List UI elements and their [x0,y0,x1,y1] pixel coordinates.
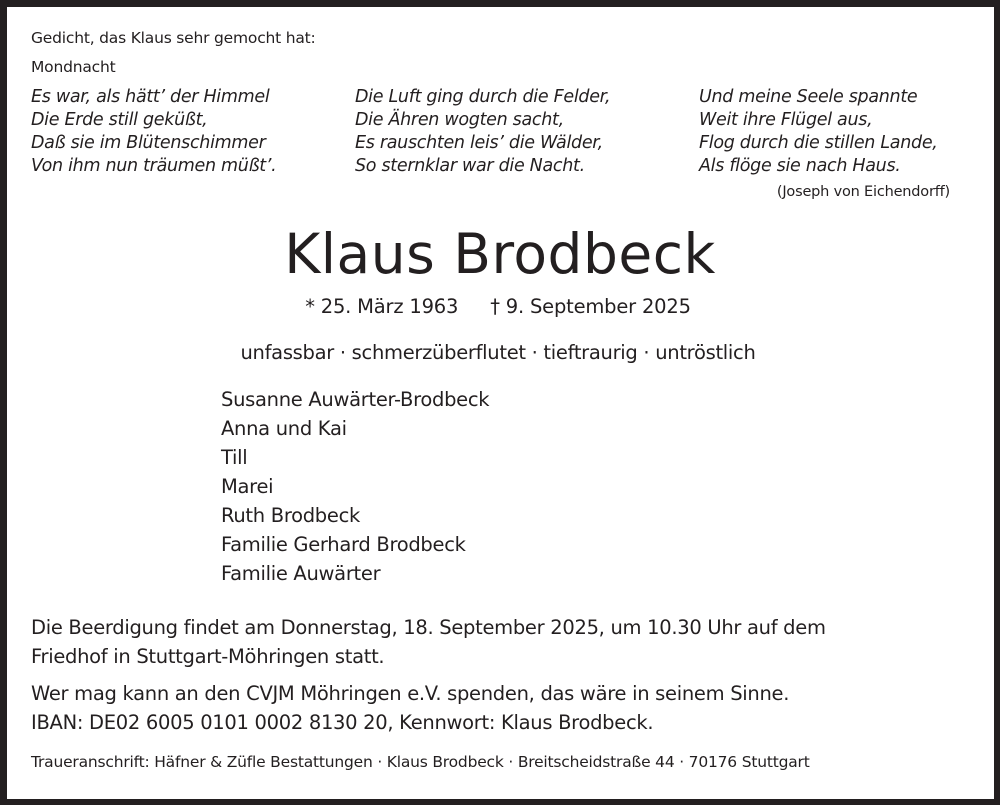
poem-line: Als flöge sie nach Haus. [699,156,901,176]
funeral-notice [31,613,826,671]
poem-line: Die Ähren wogten sacht, [355,110,564,130]
birth-date: * 25. März 1963 [305,295,459,318]
donation-notice [31,679,789,737]
donation-line: Wer mag kann an den CVJM Möhringen e.V. spenden, das wäre in seinem Sinne. [31,682,790,705]
poem-stanza-3 [699,86,938,178]
donation-line: IBAN: DE02 6005 0101 0002 8130 20, Kennwort: Klaus Brodbeck. [31,711,654,734]
funeral-line: Die Beerdigung findet am Donnerstag, 18. September 2025, um 10.30 Uhr auf dem [31,616,826,639]
mourning-address: Traueranschrift: Häfner & Züfle Bestattungen · Klaus Brodbeck · Breitscheidstraße 44 · 70176 Stuttgart [31,753,810,771]
poem-line: So sternklar war die Nacht. [355,156,585,176]
poem-line: Die Erde still geküßt, [31,110,208,130]
poem-line: Von ihm nun träumen müßt’. [31,156,277,176]
poem-line: Es war, als hätt’ der Himmel [31,87,270,107]
poem-line: Daß sie im Blütenschimmer [31,133,266,153]
mourner-item: Susanne Auwärter-Brodbeck [221,388,490,411]
mourner-item: Familie Gerhard Brodbeck [221,533,466,556]
funeral-line: Friedhof in Stuttgart-Möhringen statt. [31,645,385,668]
mourner-item: Marei [221,475,274,498]
mourners-list [221,385,489,588]
dedication-text: Gedicht, das Klaus sehr gemocht hat: [31,29,316,47]
death-date: † 9. September 2025 [490,295,691,318]
poem-stanza-2 [355,86,610,178]
mourner-item: Ruth Brodbeck [221,504,360,527]
poem-line: Die Luft ging durch die Felder, [355,87,611,107]
poem-line: Es rauschten leis’ die Wälder, [355,133,603,153]
poem-line: Flog durch die stillen Lande, [699,133,938,153]
poem-author: (Joseph von Eichendorff) [776,184,950,200]
mourner-item: Familie Auwärter [221,562,381,585]
deceased-name: Klaus Brodbeck [284,222,716,286]
mood-line: unfassbar · schmerzüberflutet · tieftraurig · untröstlich [240,341,756,364]
poem-stanza-1 [31,86,276,178]
mourner-item: Anna und Kai [221,417,347,440]
mourner-item: Till [221,446,248,469]
poem-line: Weit ihre Flügel aus, [699,110,873,130]
poem-line: Und meine Seele spannte [699,87,918,107]
poem-title: Mondnacht [31,58,116,76]
life-dates [0,295,996,318]
